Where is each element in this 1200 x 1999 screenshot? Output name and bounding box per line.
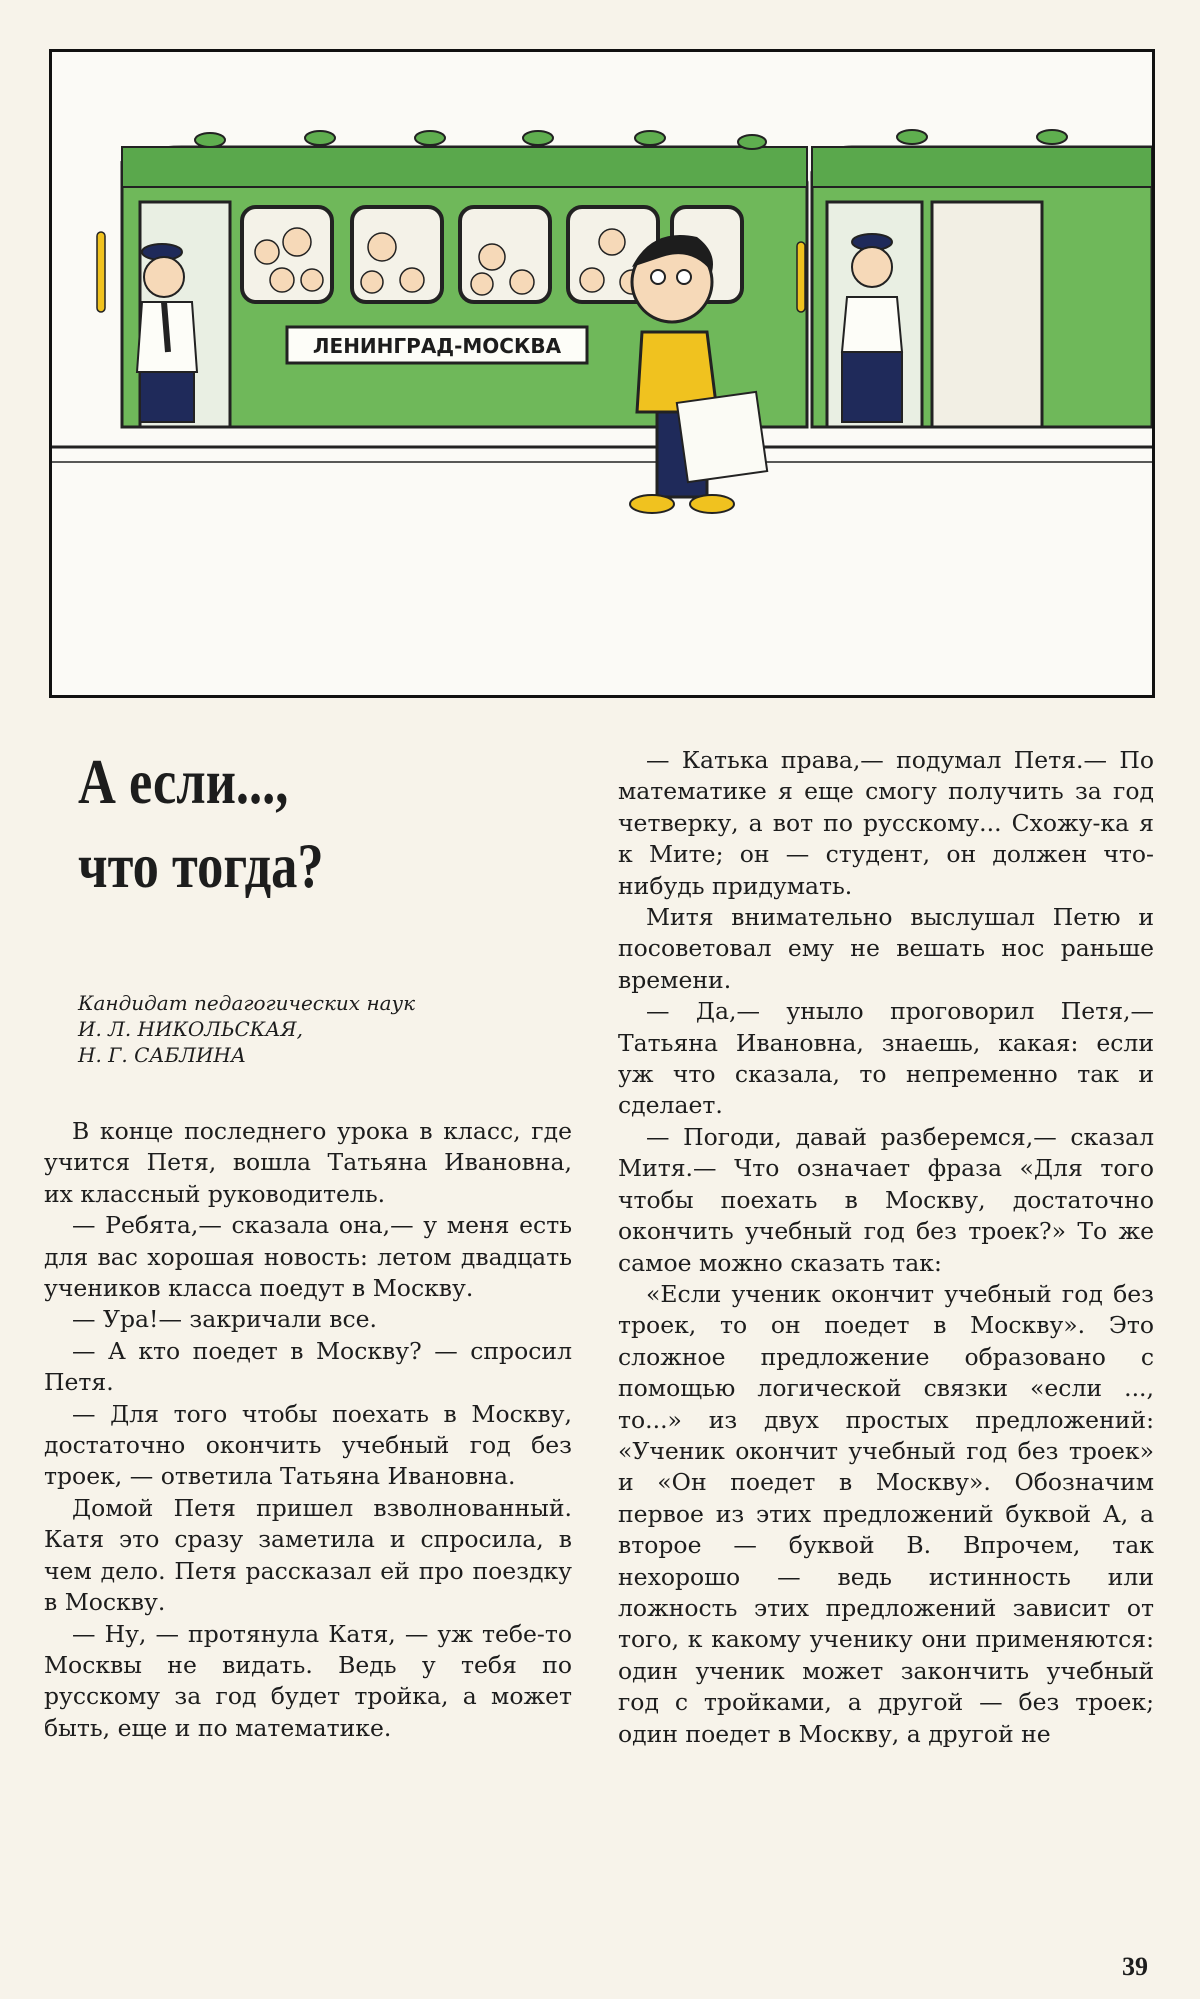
paragraph: Митя внимательно выслушал Петю и посоветовал ему не вешать нос раньше времени. [618,903,1154,994]
author-credit: Кандидат педагогических наук [78,991,416,1015]
paragraph: — Ну, — протянула Катя, — уж тебе-то Москвы не видать. Ведь у тебя по русскому за год будет тройка, а может быть, еще и по математике. [44,1619,572,1742]
paragraph: — Ребята,— сказала она,— у меня есть для вас хорошая новость: летом двадцать учеников класса поедут в Москву. [44,1211,572,1303]
paragraph: — Катька права,— подумал Петя.— По математике я еще смогу получить за год четверку, а вот по русскому... Схожу-ка я к Мите; он — студент, он должен что-нибудь придумать. [618,746,1154,900]
paragraph: — Ура!— закричали все. [72,1305,378,1334]
train-station-drawing [52,52,1152,695]
paragraph: В конце последнего урока в класс, где учится Петя, вошла Татьяна Ивановна, их классный руководитель. [44,1117,572,1208]
title-line-2: что тогда? [78,830,324,901]
paragraph: — Для того чтобы поехать в Москву, достаточно окончить учебный год без троек, — ответила Татьяна Ивановна. [44,1399,572,1491]
paragraph: — Погоди, давай разберемся,— сказал Митя.— Что означает фраза «Для того чтобы поехать в Москву, достаточно окончить учебный год без троек?» То же самое можно сказать так: [618,1122,1154,1277]
text-column-left [44,1116,572,1744]
paragraph: — А кто поедет в Москву? — спросил Петя. [44,1336,572,1397]
paragraph: — Да,— уныло проговорил Петя,— Татьяна Ивановна, знаешь, какая: если уж что сказала, то непременно так и сделает. [618,997,1154,1120]
train-illustration [49,49,1155,698]
author-name-1: И. Л. НИКОЛЬСКАЯ, [78,1017,303,1041]
author-name-2: Н. Г. САБЛИНА [78,1043,246,1067]
destination-sign: ЛЕНИНГРАД-МОСКВА [312,334,562,358]
paragraph: Домой Петя пришел взволнованный. Катя это сразу заметила и спросила, в чем дело. Петя рассказал ей про поездку в Москву. [44,1493,572,1617]
title-line-1: А если..., [78,746,289,817]
authors-block [78,990,538,1068]
page-number: 39 [1122,1952,1148,1981]
text-column-right [618,745,1154,1750]
paragraph: «Если ученик окончит учебный год без троек, то он поедет в Москву». Это сложное предложение образовано с помощью логической связки «если ..., то...» из двух простых предложений: «Ученик окончит учебный год без троек» и «Он поедет в Москву». Обозначим первое из этих предложений буквой А, а второе — буквой В. Впрочем, так нехорошо — ведь истинность или ложность этих предложений зависит от того, к какому ученику они применяются: один ученик может закончить учебный год с тройками, а другой — без троек; один поедет в Москву, а другой не [618,1279,1154,1748]
article-title [78,740,504,908]
